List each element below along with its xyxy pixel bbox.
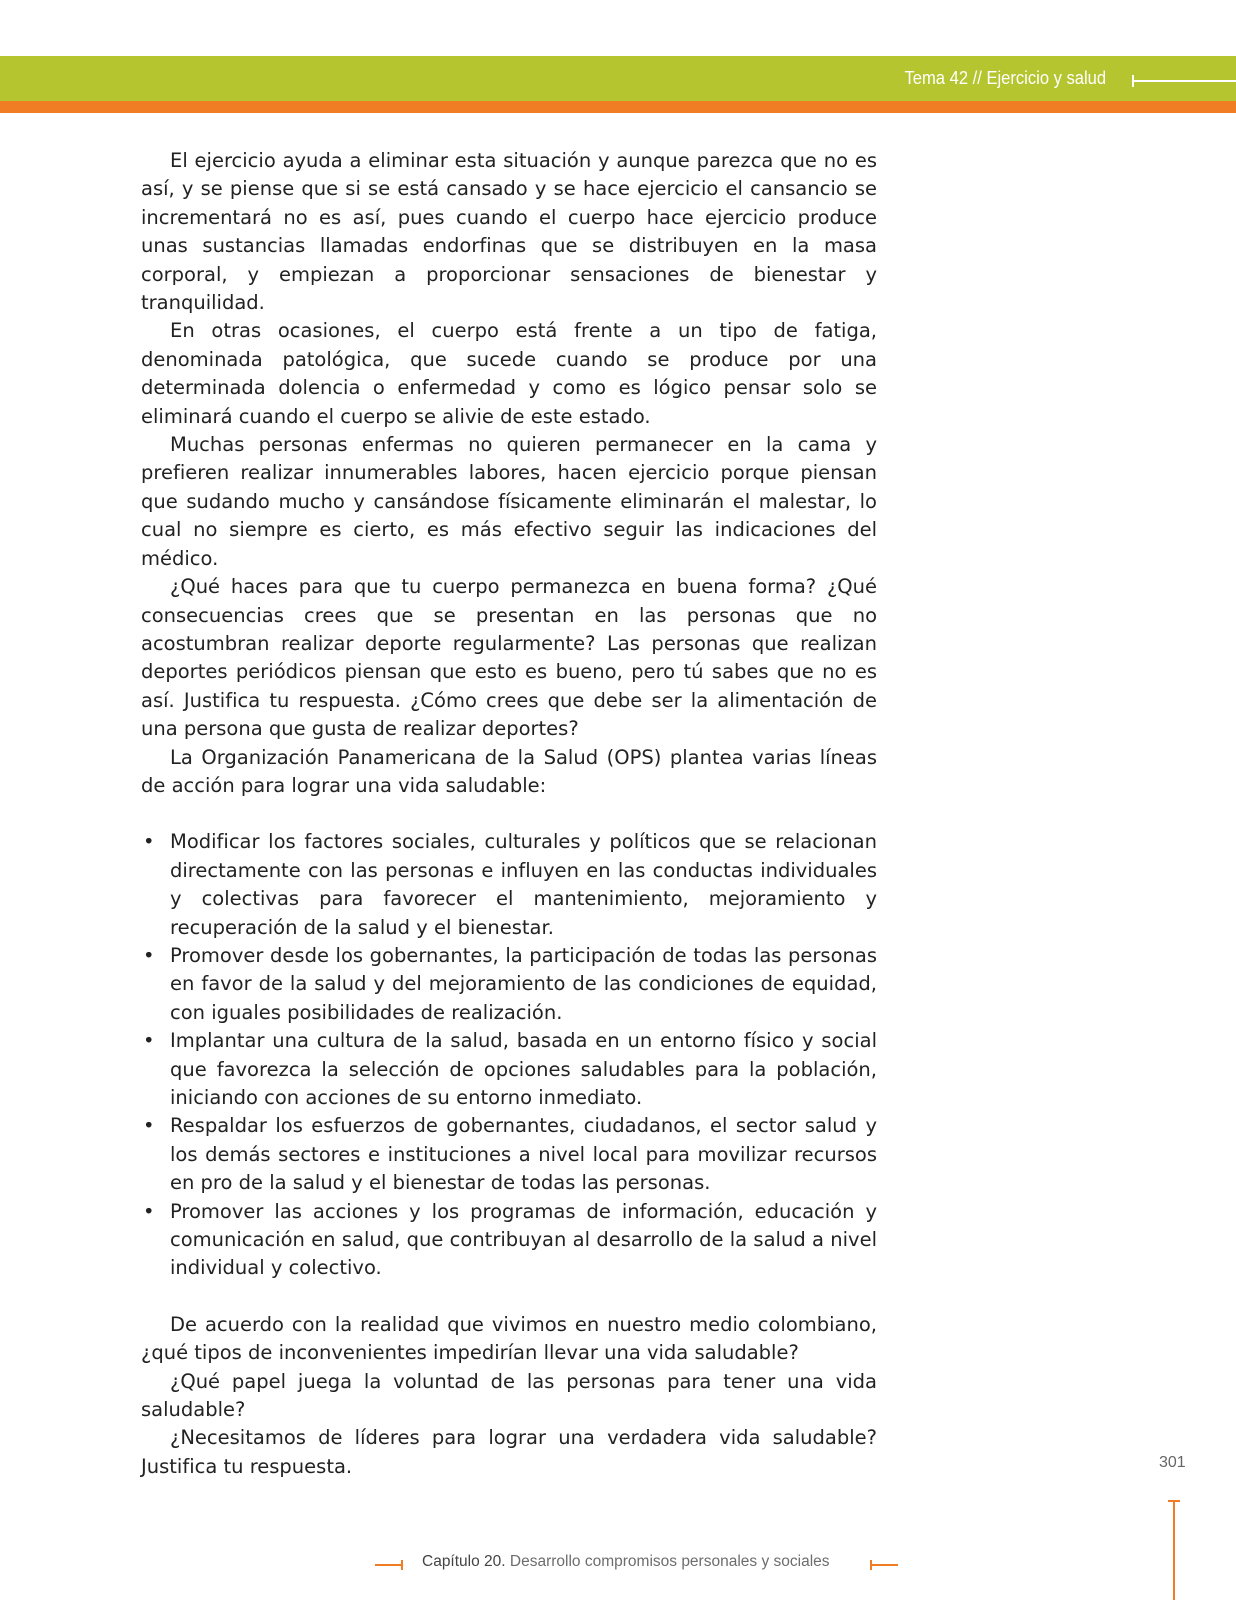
footer [0,1553,1236,1577]
footer-rule-left [375,1564,403,1566]
body-text [141,147,877,1481]
side-rule-cap [1168,1500,1180,1502]
footer-rule-left-cap [401,1560,403,1570]
paragraph: ¿Qué papel juega la voluntad de las personas para tener una vida saludable? [141,1369,877,1422]
paragraph: ¿Necesitamos de líderes para lograr una verdadera vida saludable? Justifica tu respuesta. [141,1426,877,1478]
page-number: 301 [1159,1454,1186,1471]
paragraph: De acuerdo con la realidad que vivimos en nuestro medio colombiano, ¿qué tipos de inconvenientes impedirían llevar una vida saludable? [141,1312,877,1365]
paragraph: La Organización Panamericana de la Salud (OPS) plantea varias líneas de acción para lograr una vida saludable: [141,745,877,797]
paragraph: En otras ocasiones, el cuerpo está frente a un tipo de fatiga, denominada patológica, que sucede cuando se produce por una determinada dolencia o enfermedad y como es lógico pensar solo se eliminará cuando el cuerpo se alivie de este estado. [141,319,877,428]
footer-chapter-title: Desarrollo compromisos personales y sociales [509,1553,830,1570]
footer-chapter-label: Capítulo 20. [422,1553,506,1570]
side-rule [1173,1500,1175,1600]
running-header-title: Tema 42 // Ejercicio y salud [904,68,1106,88]
list-item: • Modificar los factores sociales, culturales y políticos que se relacionan directamente con las personas e influyen en las conductas individuales y colectivas para favorecer el mantenimiento, mejoramiento y recuperación de la salud y el bienestar. [141,828,877,942]
footer-chapter [422,1553,830,1571]
list-item: • Implantar una cultura de la salud, basada en un entorno físico y social que favorezca la selección de opciones saludables para la población, iniciando con acciones de su entorno inmediato. [141,1027,877,1112]
footer-rule-right-cap [870,1560,872,1570]
ops-action-list [141,828,877,1283]
paragraph: ¿Qué haces para que tu cuerpo permanezca en buena forma? ¿Qué consecuencias crees que se presentan en las personas que no acostumbran realizar deporte regularmente? Las personas que realizan deportes periódicos piensan que esto es bueno, pero tú sabes que no es así. Justifica tu respuesta. ¿Cómo crees que debe ser la alimentación de una persona que gusta de realizar deportes? [141,575,877,741]
list-item: • Respaldar los esfuerzos de gobernantes, ciudadanos, el sector salud y los demás sectores e instituciones a nivel local para movilizar recursos en pro de la salud y el bienestar de todas las personas. [141,1112,877,1197]
header-rule [1132,80,1236,82]
header-stripe [0,101,1236,113]
list-item: • Promover las acciones y los programas de información, educación y comunicación en salud, que contribuyan al desarrollo de la salud a nivel individual y colectivo. [141,1198,877,1283]
list-item: • Promover desde los gobernantes, la participación de todas las personas en favor de la salud y del mejoramiento de las condiciones de equidad, con iguales posibilidades de realización. [141,942,877,1027]
paragraph: Muchas personas enfermas no quieren permanecer en la cama y prefieren realizar innumerables labores, hacen ejercicio porque piensan que sudando mucho y cansándose físicamente eliminarán el malestar, lo cual no siempre es cierto, es más efectivo seguir las indicaciones del médico. [141,433,877,570]
header-rule-cap [1132,75,1134,87]
paragraph: El ejercicio ayuda a eliminar esta situación y aunque parezca que no es así, y se piense que si se está cansado y se hace ejercicio el cansancio se incrementará no es así, pues cuando el cuerpo hace ejercicio produce unas sustancias llamadas endorfinas que se distribuyen en la masa corporal, y empiezan a proporcionar sensaciones de bienestar y tranquilidad. [141,149,877,315]
footer-rule-right [870,1564,898,1566]
